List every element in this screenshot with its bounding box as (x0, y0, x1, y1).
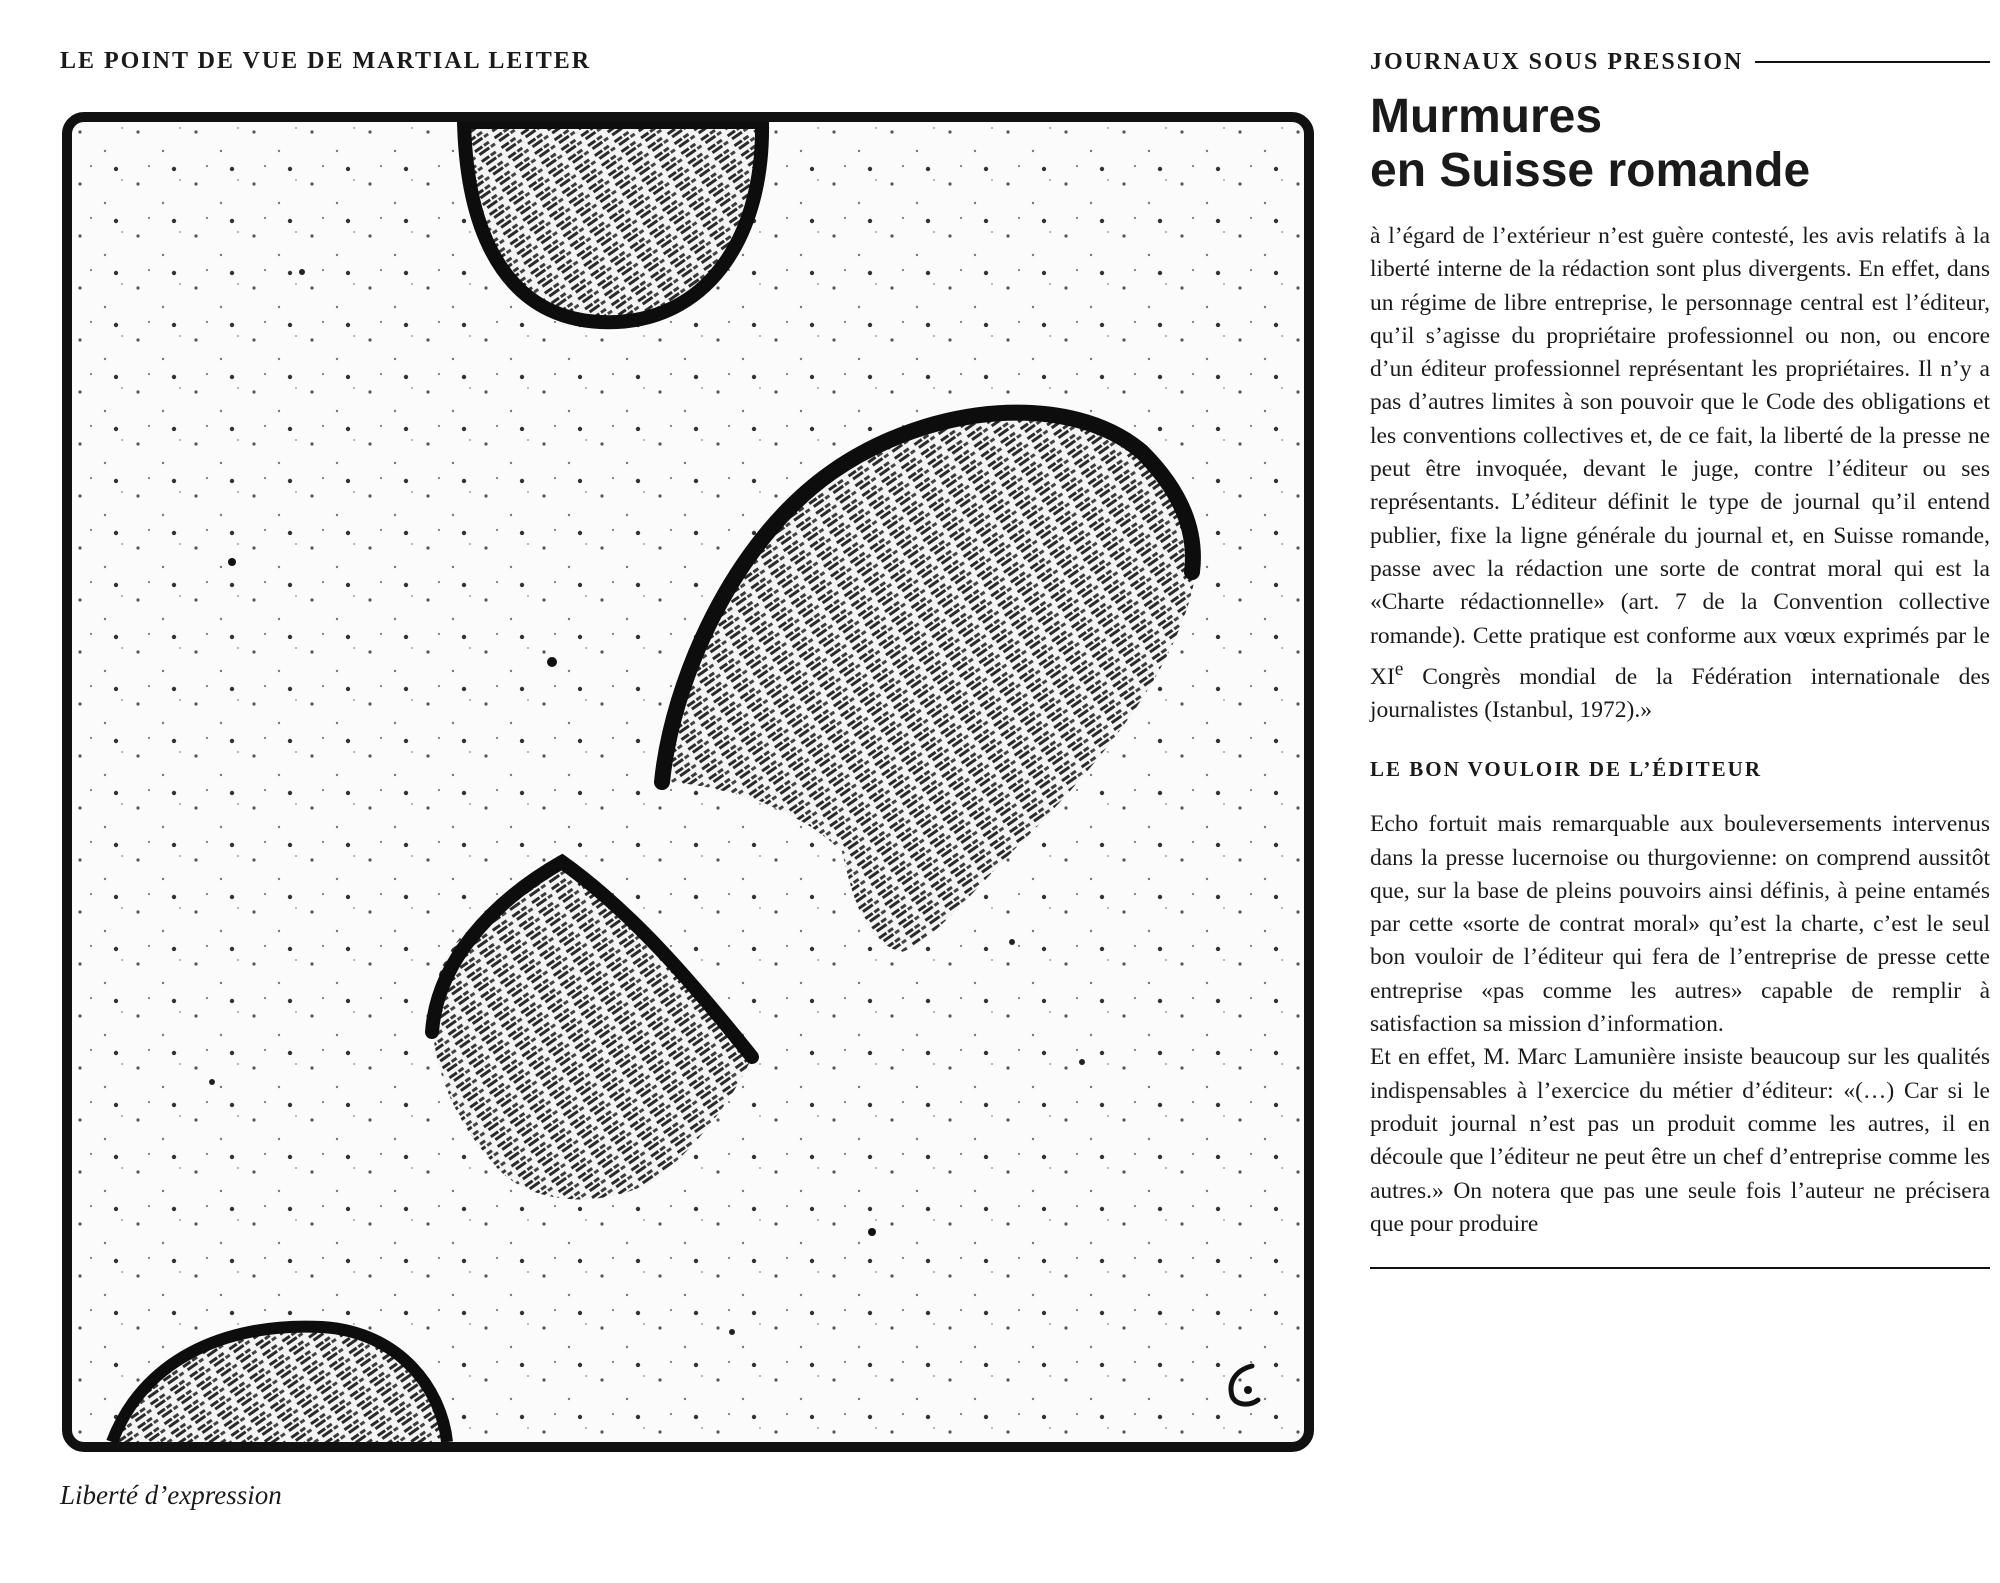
article-paragraph-3: Et en effet, M. Marc Lamunière insiste beaucoup sur les qualités indispensables à l’exercice du métier d’éditeur: «(…) Car si le produit journal n’est pas un produit comme les autres, il en découle que l’éditeur ne peut être un chef d’entreprise comme les autres.» On notera que pas une seule fois l’auteur ne précisera que pour produire (1370, 1044, 1990, 1237)
kicker-rule (1755, 61, 1990, 63)
article-paragraph-2: Echo fortuit mais remarquable aux bouleversements intervenus dans la presse lucernoise ou thurgovienne: on comprend aussitôt que, sur la base de pleins pouvoirs ainsi définis, à peine entamés par cette «sorte de contrat moral» qu’est la charte, c’est le seul bon vouloir de l’éditeur qui fera de l’entreprise de presse cette entreprise «pas comme les autres» capable de remplir à satisfaction sa mission d’information. (1370, 811, 1990, 1038)
article-kicker: JOURNAUX SOUS PRESSION (1370, 48, 1744, 75)
headline-line-1: Murmures (1370, 90, 1603, 143)
bottom-rule (1370, 1267, 1990, 1269)
article-headline (1370, 90, 1990, 198)
article-kicker-row (1370, 46, 1990, 78)
article-paragraph-1: à l’égard de l’extérieur n’est guère contesté, les avis relatifs à la liberté interne de la rédaction sont plus divergents. En effet, dans un régime de libre entreprise, le personnage central est l’éditeur, qu’il s’agisse du propriétaire professionnel ou non, ou encore d’un éditeur professionnel représentant les propriétaires. Il n’y a pas d’autres limites à son pouvoir que le Code des obligations et les conventions collectives et, de ce fait, la liberté de la presse ne peut être invoquée, devant le juge, contre l’éditeur ou ses représentants. L’éditeur définit le type de journal qu’il entend publier, fixe la ligne générale du journal et, en Suisse romande, passe avec la rédaction une sorte de contrat moral qui est la «Charte rédactionnelle» (art. 7 de la Convention collective romande). Cette pratique est conforme aux vœux exprimés par le XIe Congrès mondial de la Fédération internationale des journalistes (Istanbul, 1972).» (1370, 223, 1990, 723)
image-caption: Liberté d’expression (60, 1480, 282, 1510)
left-kicker: LE POINT DE VUE DE MARTIAL LEITER (60, 48, 592, 74)
cartoon-frame (62, 112, 1314, 1452)
article-column (1370, 46, 1990, 1269)
footprints-newsprint-icon (72, 122, 1304, 1442)
article-subheading: LE BON VOULOIR DE L’ÉDITEUR (1370, 757, 1762, 782)
headline-line-2: en Suisse romande (1370, 144, 1811, 197)
artist-signature-icon (1214, 1356, 1274, 1416)
